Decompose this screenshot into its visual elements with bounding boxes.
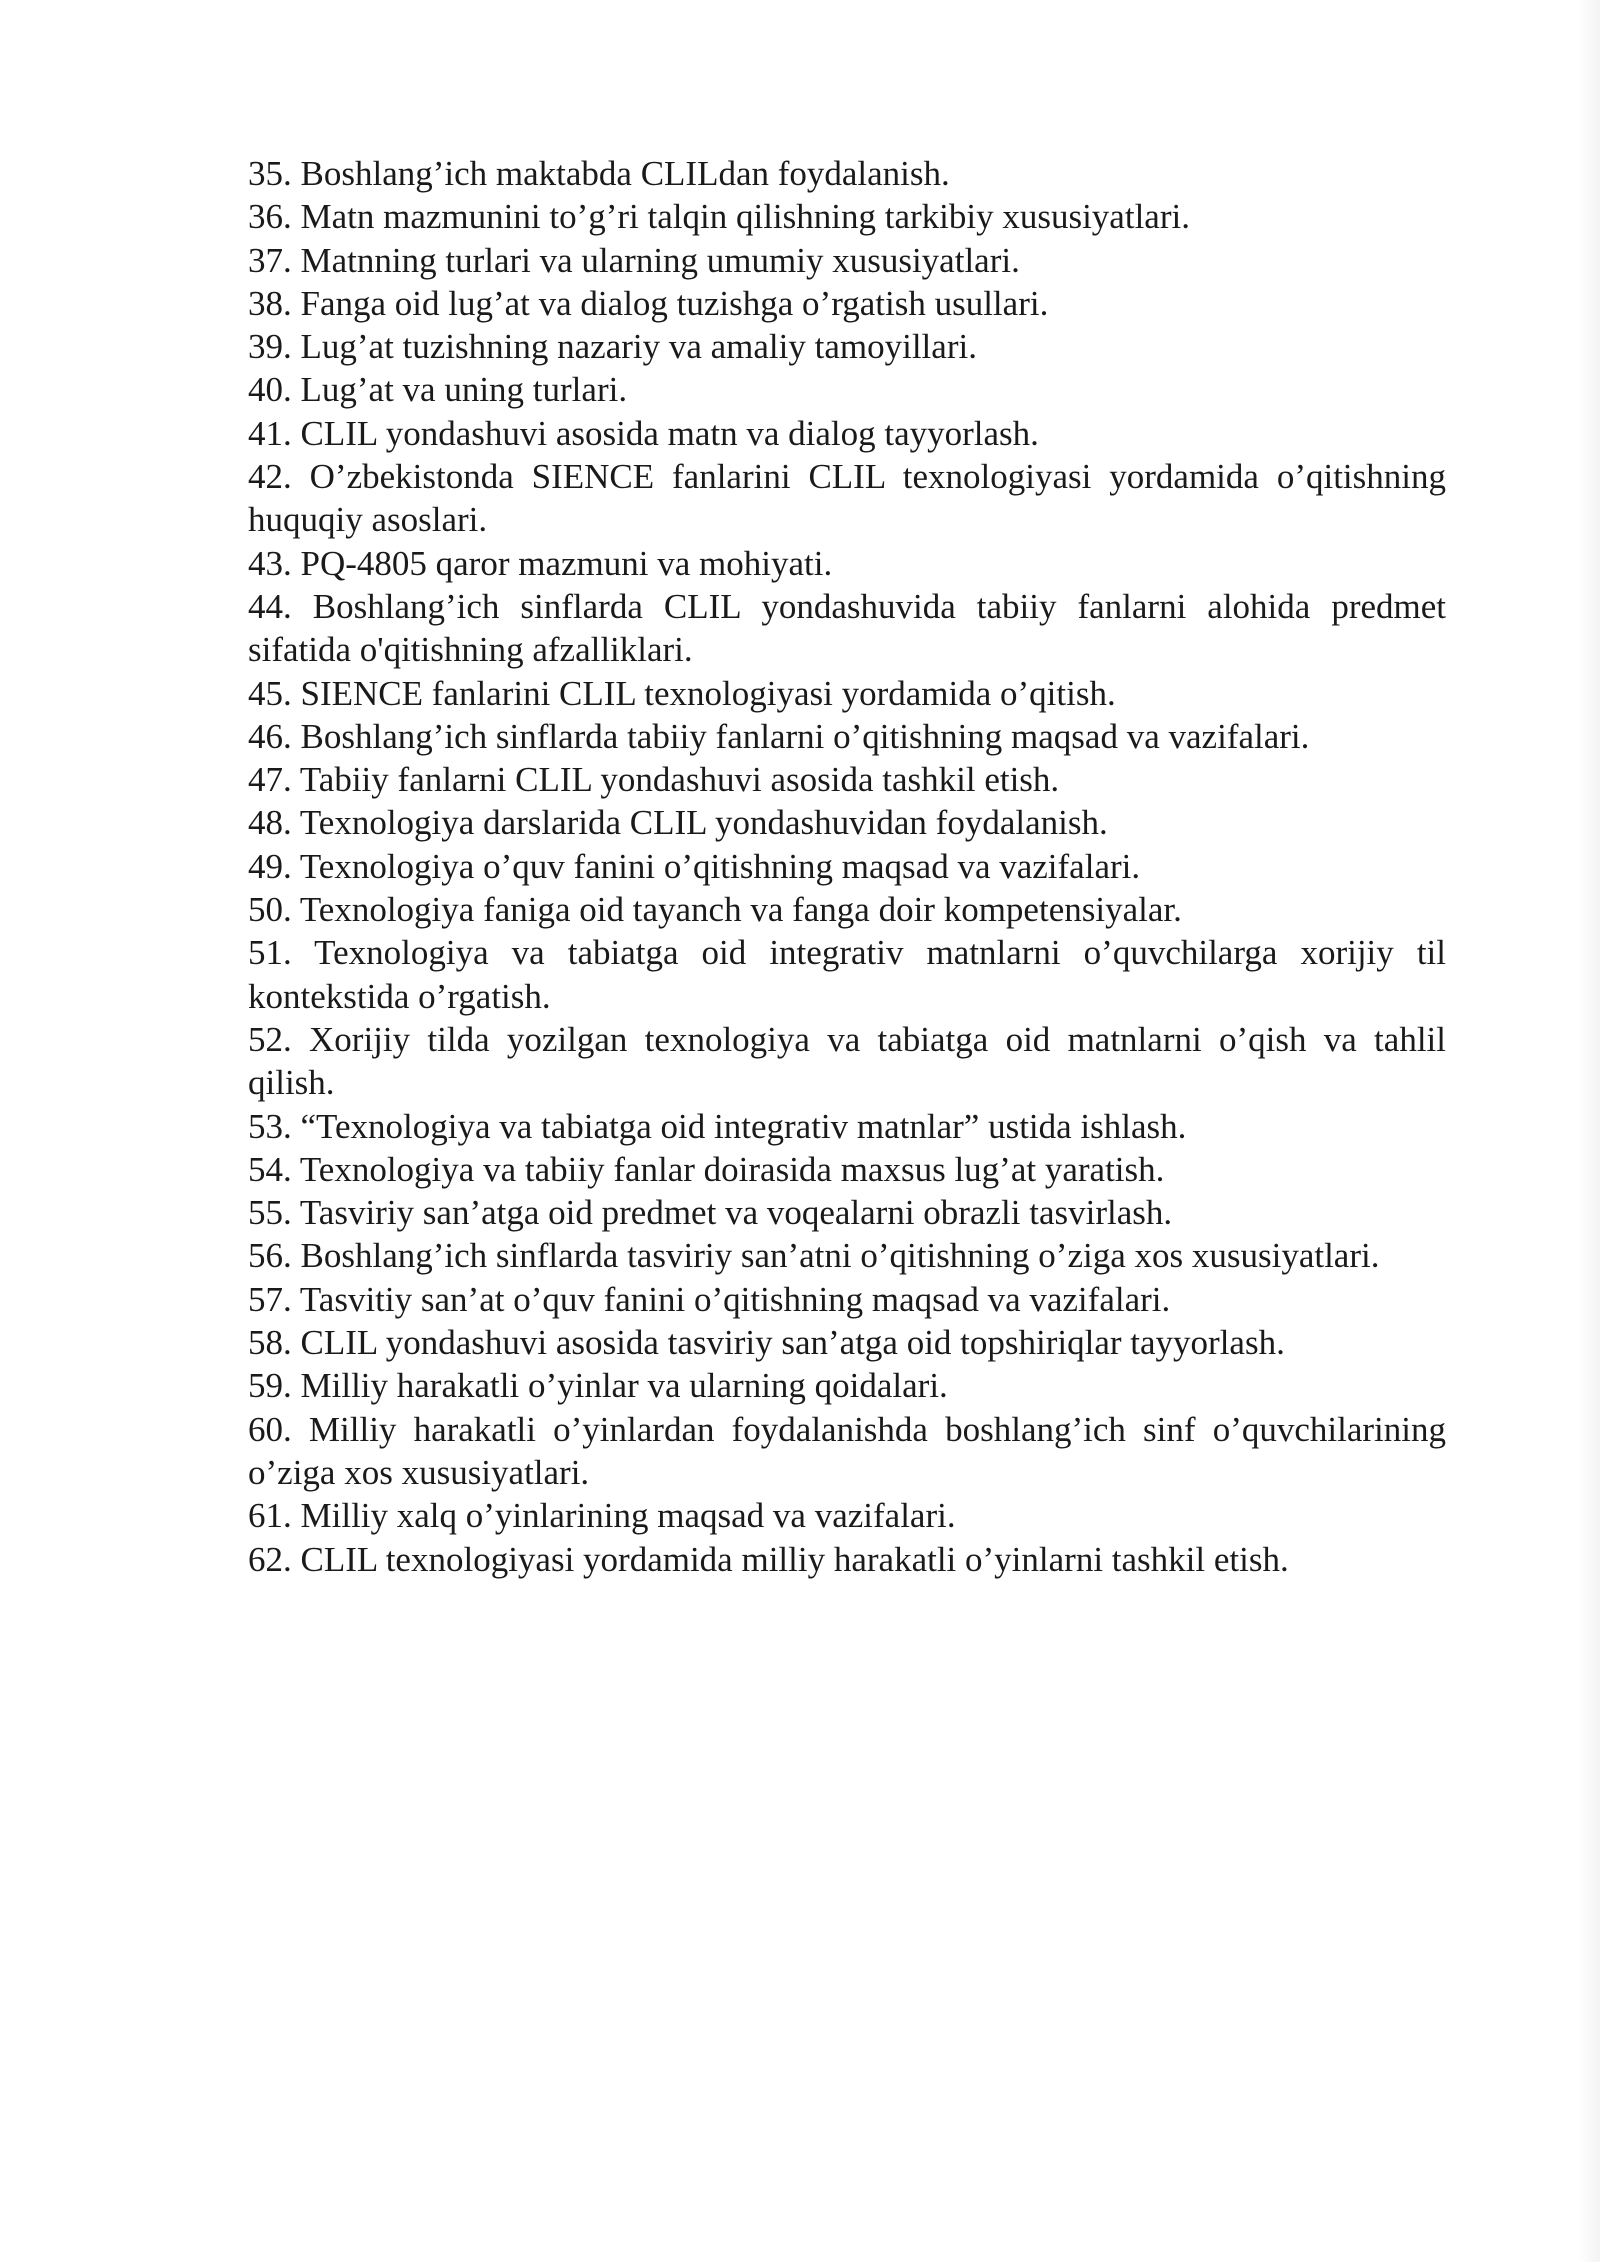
page-edge-shadow (1578, 0, 1600, 2262)
list-item: 62. CLIL texnologiyasi yordamida milliy harakatli o’yinlarni tashkil etish. (248, 1539, 1289, 1579)
list-item: 60. Milliy harakatli o’yinlardan foydalanishda boshlang’ich sinf o’quvchilarining o’ziga xos xususiyatlari. (248, 1409, 1446, 1492)
list-item: 48. Texnologiya darslarida CLIL yondashuvidan foydalanish. (248, 803, 1108, 843)
list-item: 61. Milliy xalq o’yinlarining maqsad va vazifalari. (248, 1496, 956, 1536)
list-item: 59. Milliy harakatli o’yinlar va ularning qoidalari. (248, 1366, 948, 1406)
list-item: 56. Boshlang’ich sinflarda tasviriy san’atni o’qitishning o’ziga xos xususiyatlari. (248, 1236, 1380, 1276)
list-item: 50. Texnologiya faniga oid tayanch va fanga doir kompetensiyalar. (248, 890, 1182, 930)
list-item: 36. Matn mazmunini to’g’ri talqin qilishning tarkibiy xususiyatlari. (248, 197, 1190, 237)
list-item: 35. Boshlang’ich maktabda CLILdan foydalanish. (248, 154, 950, 193)
list-item: 42. O’zbekistonda SIENCE fanlarini CLIL texnologiyasi yordamida o’qitishning huquqiy asoslari. (248, 457, 1446, 540)
list-item: 37. Matnning turlari va ularning umumiy xususiyatlari. (248, 240, 1020, 280)
list-item: 49. Texnologiya o’quv fanini o’qitishning maqsad va vazifalari. (248, 846, 1141, 886)
list-item: 40. Lug’at va uning turlari. (248, 370, 628, 410)
list-item: 58. CLIL yondashuvi asosida tasviriy san’atga oid topshiriqlar tayyorlash. (248, 1323, 1285, 1363)
list-item: 47. Tabiiy fanlarni CLIL yondashuvi asosida tashkil etish. (248, 760, 1060, 800)
list-item: 43. PQ-4805 qaror mazmuni va mohiyati. (248, 543, 833, 583)
list-item: 54. Texnologiya va tabiiy fanlar doirasida maxsus lug’at yaratish. (248, 1149, 1165, 1189)
topic-list (248, 152, 1446, 1581)
list-item: 57. Tasvitiy san’at o’quv fanini o’qitishning maqsad va vazifalari. (248, 1279, 1171, 1319)
list-item: 55. Tasviriy san’atga oid predmet va voqealarni obrazli tasvirlash. (248, 1193, 1173, 1233)
list-item: 39. Lug’at tuzishning nazariy va amaliy tamoyillari. (248, 327, 977, 367)
list-item: 44. Boshlang’ich sinflarda CLIL yondashuvida tabiiy fanlarni alohida predmet sifatida o'qitishning afzalliklari. (248, 586, 1446, 670)
list-item: 46. Boshlang’ich sinflarda tabiiy fanlarni o’qitishning maqsad va vazifalari. (248, 716, 1310, 756)
list-item: 41. CLIL yondashuvi asosida matn va dialog tayyorlash. (248, 413, 1039, 453)
list-item: 52. Xorijiy tilda yozilgan texnologiya va tabiatga oid matnlarni o’qish va tahlil qilish. (248, 1019, 1446, 1103)
list-item: 45. SIENCE fanlarini CLIL texnologiyasi yordamida o’qitish. (248, 673, 1116, 713)
list-item: 51. Texnologiya va tabiatga oid integrativ matnlarni o’quvchilarga xorijiy til kontekstida o’rgatish. (248, 933, 1446, 1016)
list-item: 53. “Texnologiya va tabiatga oid integrativ matnlar” ustida ishlash. (248, 1106, 1187, 1146)
list-item: 38. Fanga oid lug’at va dialog tuzishga o’rgatish usullari. (248, 283, 1049, 323)
